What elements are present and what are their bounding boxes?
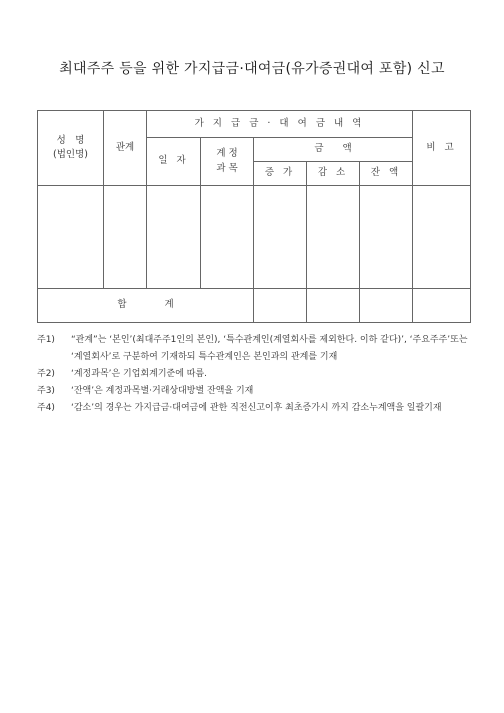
total-increase-cell[interactable] [254, 289, 307, 323]
decrease-header: 감 소 [307, 162, 360, 186]
loan-report-table [37, 110, 471, 323]
total-remarks-cell[interactable] [413, 289, 471, 323]
name-label: 성 명 [56, 134, 85, 146]
date-header: 일 자 [147, 138, 201, 186]
account-label-line2: 과 목 [216, 162, 238, 174]
account-header [201, 138, 254, 186]
relation-header: 관계 [104, 111, 147, 186]
account-cell[interactable] [201, 186, 254, 289]
total-label: 합 계 [38, 289, 254, 323]
balance-cell[interactable] [360, 186, 413, 289]
increase-cell[interactable] [254, 186, 307, 289]
amount-header: 금 액 [254, 138, 413, 162]
footnote-1 [37, 332, 477, 366]
total-row [38, 289, 471, 323]
balance-header: 잔 액 [360, 162, 413, 186]
loan-details-header: 가 지 급 금 · 대 여 금 내 역 [147, 111, 413, 138]
footnote-text: “관계”는 ‘본인’(최대주주1인의 본인), ‘특수관계인(계열회사를 제외한다. 이하 같다)’, ‘주요주주’또는 ‘계열회사’로 구분하여 기재하되 특수관계인은 본인과의 관계를 기재 [71, 335, 468, 362]
table-row [38, 186, 471, 289]
footnote-label: 주1) [37, 335, 55, 345]
increase-header: 증 가 [254, 162, 307, 186]
footnote-4 [37, 400, 477, 417]
remarks-cell[interactable] [413, 186, 471, 289]
account-label-line1: 계 정 [216, 148, 238, 160]
footnote-3 [37, 383, 477, 400]
footnote-2 [37, 366, 477, 383]
footnote-label: 주2) [37, 369, 55, 379]
name-header [38, 111, 104, 186]
name-cell[interactable] [38, 186, 104, 289]
decrease-cell[interactable] [307, 186, 360, 289]
remarks-header: 비 고 [413, 111, 471, 186]
page-title: 최대주주 등을 위한 가지급금·대여금(유가증권대여 포함) 신고 [59, 61, 445, 77]
date-cell[interactable] [147, 186, 201, 289]
footnote-text: ‘감소’의 경우는 가지급금·대여금에 관한 직전신고이후 최초증가시 까지 감소누계액을 일괄기재 [71, 403, 442, 413]
total-decrease-cell[interactable] [307, 289, 360, 323]
footnotes [37, 332, 477, 417]
name-sublabel: (법인명) [53, 149, 88, 160]
footnote-label: 주3) [37, 386, 55, 396]
footnote-text: ‘잔액’은 계정과목별·거래상대방별 잔액을 기재 [71, 386, 254, 396]
total-balance-cell[interactable] [360, 289, 413, 323]
relation-cell[interactable] [104, 186, 147, 289]
footnote-text: ‘계정과목’은 기업회계기준에 따름. [71, 369, 208, 379]
footnote-label: 주4) [37, 403, 55, 413]
